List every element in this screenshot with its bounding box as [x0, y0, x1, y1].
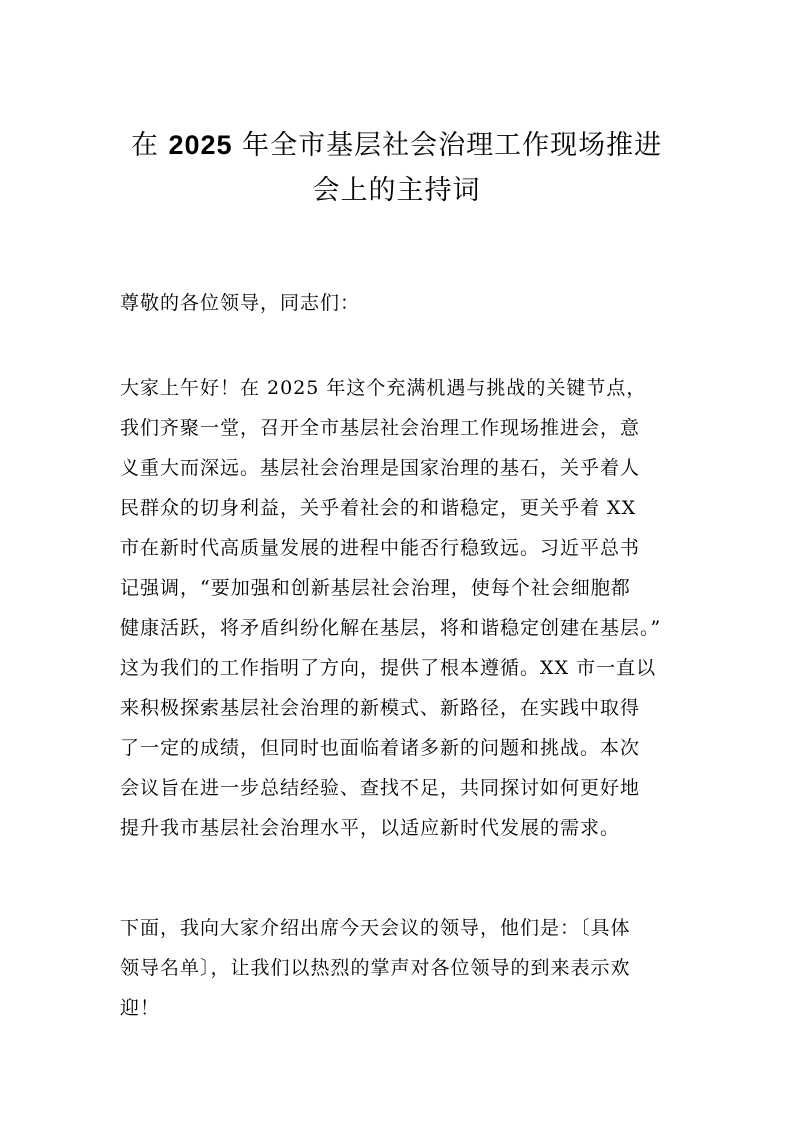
paragraph-line: 我们齐聚一堂，召开全市基层社会治理工作现场推进会，意	[120, 417, 641, 439]
paragraph-line: 来积极探索基层社会治理的新模式、新路径，在实践中取得	[120, 697, 641, 719]
paragraph-line: 迎！	[120, 997, 161, 1019]
title-suffix: 年全市基层社会治理工作现场推进	[242, 130, 663, 161]
paragraph-line: 领导名单〕，让我们以热烈的掌声对各位领导的到来表示欢	[120, 957, 631, 979]
paragraph-line: 记强调，“要加强和创新基层社会治理，使每个社会细胞都	[120, 577, 631, 599]
paragraph-line: 了一定的成绩，但同时也面临着诸多新的问题和挑战。本次	[120, 737, 641, 759]
document-title-line-1	[100, 122, 693, 169]
body-paragraph-1	[120, 368, 680, 848]
paragraph-line: 会议旨在进一步总结经验、查找不足，共同探讨如何更好地	[120, 777, 641, 799]
paragraph-line: 提升我市基层社会治理水平，以适应新时代发展的需求。	[120, 817, 621, 839]
paragraph-line: 义重大而深远。基层社会治理是国家治理的基石，关乎着人	[120, 457, 641, 479]
paragraph-line: 大家上午好！在 2025 年这个充满机遇与挑战的关键节点，	[120, 377, 647, 399]
paragraph-line: 这为我们的工作指明了方向，提供了根本遵循。XX 市一直以	[120, 657, 657, 679]
title-prefix: 在	[130, 130, 159, 161]
paragraph-line: 市在新时代高质量发展的进程中能否行稳致远。习近平总书	[120, 537, 641, 559]
title-year: 2025	[168, 130, 233, 160]
body-paragraph-2	[120, 908, 680, 1028]
document-title-line-2: 会上的主持词	[312, 175, 481, 206]
greeting-paragraph: 尊敬的各位领导，同志们：	[120, 292, 361, 314]
paragraph-line: 健康活跃，将矛盾纠纷化解在基层，将和谐稳定创建在基层。”	[120, 617, 662, 639]
paragraph-line: 民群众的切身利益，关乎着社会的和谐稳定，更关乎着 XX	[120, 497, 637, 519]
paragraph-line: 下面，我向大家介绍出席今天会议的领导，他们是：〔具体	[120, 917, 631, 939]
